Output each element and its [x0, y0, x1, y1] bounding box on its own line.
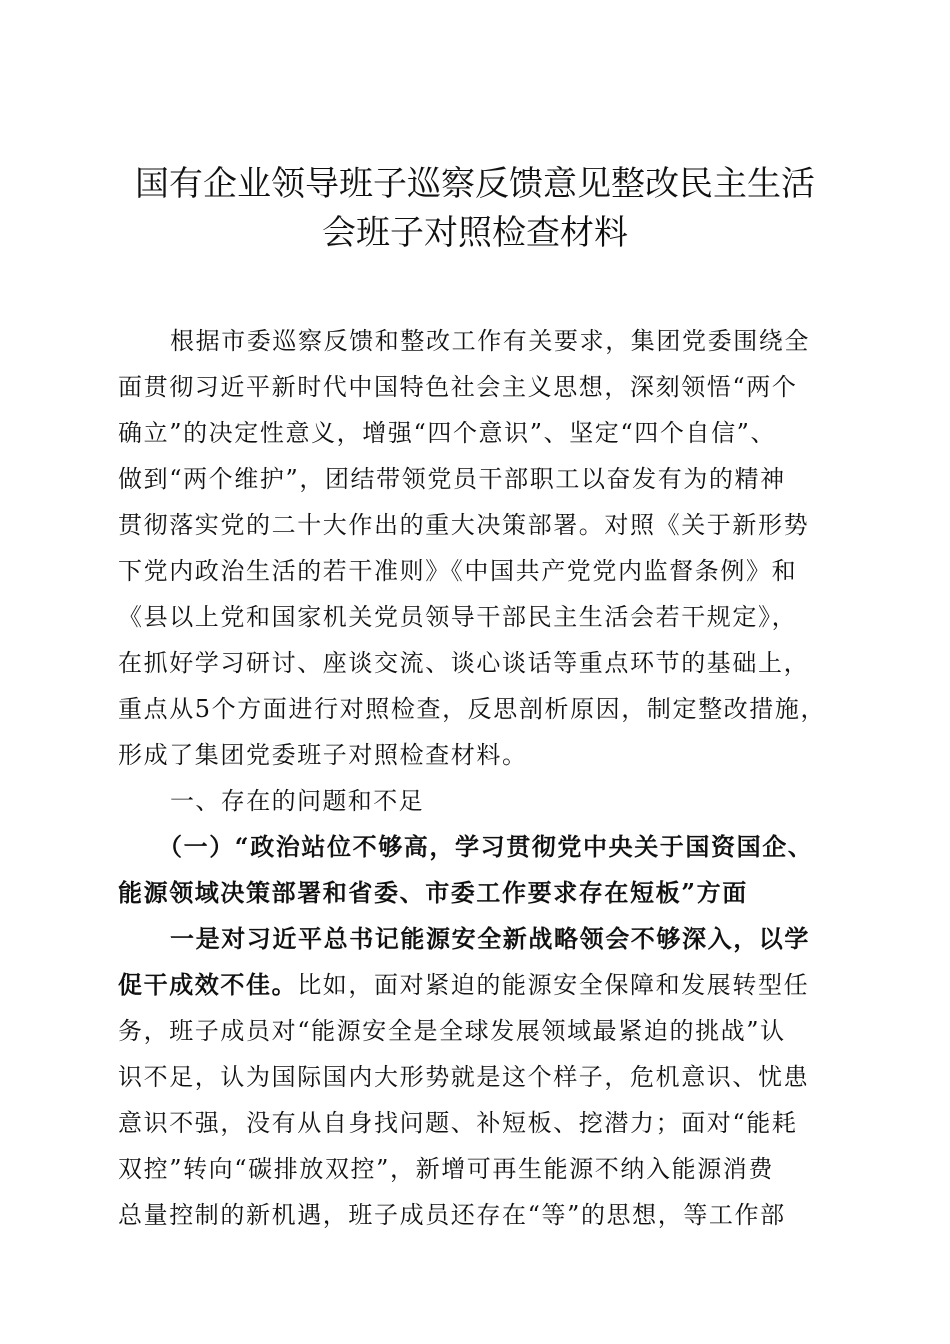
title-line-1: 国有企业领导班子巡察反馈意见整改民主生活: [135, 164, 815, 204]
paragraph-line: 形成了集团党委班子对照检查材料。: [118, 741, 528, 769]
paragraph-line: 确立”的决定性意义，增强“四个意识”、坚定“四个自信”、: [118, 419, 777, 447]
section-heading: 一、存在的问题和不足: [170, 787, 424, 815]
paragraph-line: 面贯彻习近平新时代中国特色社会主义思想，深刻领悟“两个: [118, 373, 798, 401]
paragraph-line: 务，班子成员对“能源安全是全球发展领域最紧迫的挑战”认: [118, 1017, 786, 1045]
paragraph-line: 重点从5个方面进行对照检查，反思剖析原因，制定整改措施，: [118, 695, 827, 723]
title-line-2: 会班子对照检查材料: [322, 213, 628, 253]
paragraph-line: 在抓好学习研讨、座谈交流、谈心谈话等重点环节的基础上，: [118, 649, 810, 677]
intro-paragraph: [118, 318, 834, 778]
paragraph-line: 贯彻落实党的二十大作出的重大决策部署。对照《关于新形势: [118, 511, 810, 539]
subsection-line: （一）“政治站位不够高，学习贯彻党中央关于国资国企、: [158, 832, 814, 861]
point-one-heading-tail: 促干成效不佳。: [118, 970, 298, 999]
point-one-paragraph: [118, 916, 834, 1238]
paragraph-line: 双控”转向“碳排放双控”，新增可再生能源不纳入能源消费: [118, 1155, 775, 1183]
paragraph-line: 识不足，认为国际国内大形势就是这个样子，危机意识、忧患: [118, 1063, 810, 1091]
paragraph-line: 做到“两个维护”，团结带领党员干部职工以奋发有为的精神: [118, 465, 786, 493]
paragraph-line: 《县以上党和国家机关党员领导干部民主生活会若干规定》，: [118, 603, 798, 631]
paragraph-line: 下党内政治生活的若干准则》《中国共产党党内监督条例》和: [118, 557, 798, 585]
paragraph-line: [118, 962, 834, 1008]
subsection-heading: [118, 824, 834, 916]
document-title: [110, 160, 840, 258]
point-one-heading-line: 一是对习近平总书记能源安全新战略领会不够深入，以学: [170, 924, 810, 953]
paragraph-line: 意识不强，没有从自身找问题、补短板、挖潜力；面对“能耗: [118, 1109, 798, 1137]
subsection-line: 能源领域决策部署和省委、市委工作要求存在短板”方面: [118, 878, 748, 907]
point-one-text: 比如，面对紧迫的能源安全保障和发展转型任: [297, 971, 810, 999]
paragraph-line: 总量控制的新机遇，班子成员还存在“等”的思想，等工作部: [118, 1201, 786, 1229]
paragraph-line: 根据市委巡察反馈和整改工作有关要求，集团党委围绕全: [170, 327, 810, 355]
document-body: [118, 318, 834, 1238]
